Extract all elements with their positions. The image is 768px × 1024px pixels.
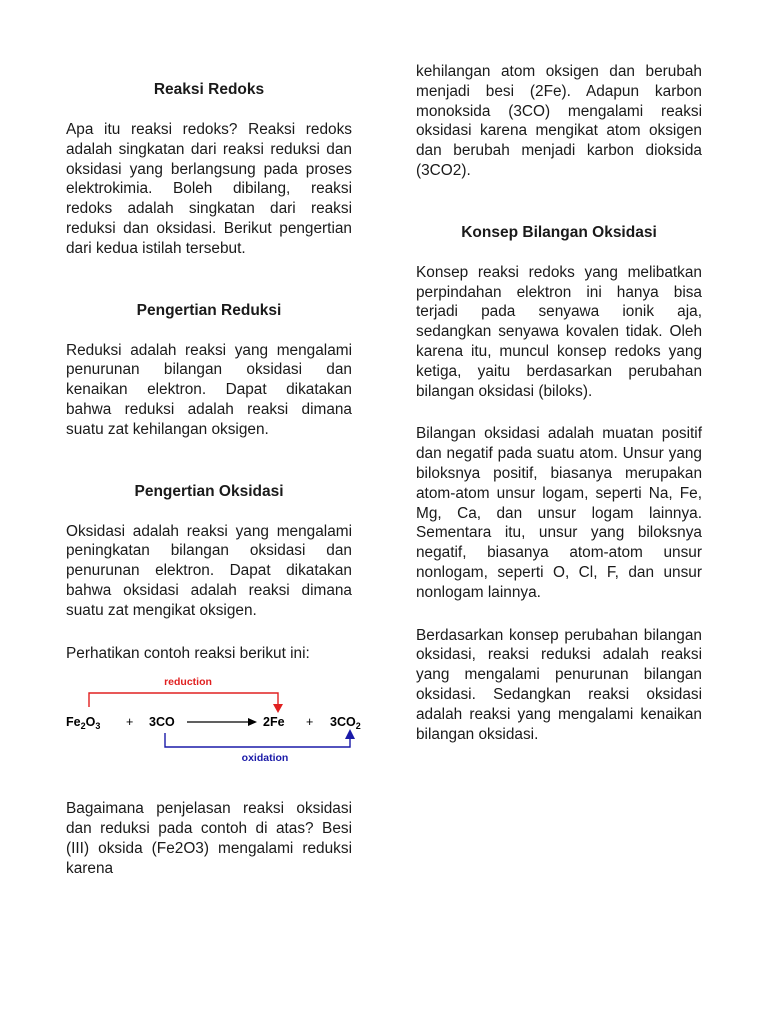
paragraph-pengertian-reduksi: Reduksi adalah reaksi yang mengalami penurunan bilangan oksidasi dan kenaikan elektron. Dapat dikatakan bahwa reduksi adalah reaksi dimana suatu zat kehilangan oksigen.	[66, 341, 352, 438]
reduction-label: reduction	[164, 676, 212, 689]
heading-pengertian-reduksi: Pengertian Reduksi	[136, 301, 282, 319]
reactant-3co: 3CO	[149, 715, 175, 730]
plus-sign-2: +	[306, 715, 314, 730]
product-3co2: $3CO_2$	[330, 715, 361, 732]
paragraph-konsep: Konsep reaksi redoks yang melibatkan perpindahan elektron ini hanya bisa terjadi pada senyawa ionik aja, sedangkan senyawa kovalen tidak. Oleh karena itu, muncul konsep redoks yang ketiga, yaitu berdasarkan perubahan bilangan oksidasi (biloks).	[416, 263, 702, 400]
paragraph-bilangan-oksidasi: Bilangan oksidasi adalah muatan positif dan negatif pada suatu atom. Unsur yang biloksnya positif, biasanya merupakan atom-atom unsur logam, seperti Na, Fe, Mg, Ca, dan unsur logam lainnya. Sementara itu, unsur yang biloksnya negatif, biasanya atom-atom unsur nonlogam, seperti O, Cl, F, dan unsur nonlogam lainnya.	[416, 425, 702, 601]
oxidation-label: oxidation	[241, 752, 289, 765]
right-column	[416, 62, 702, 744]
redox-equation-svg	[66, 671, 376, 767]
redox-equation-figure	[66, 671, 376, 767]
paragraph-berdasarkan: Berdasarkan konsep perubahan bilangan oksidasi, reaksi reduksi adalah reaksi yang mengalami penurunan bilangan oksidasi. Sedangkan reaksi oksidasi adalah reaksi yang mengalami kenaikan bilangan oksidasi.	[416, 626, 702, 743]
reduction-arrow	[89, 693, 283, 713]
oxidation-arrow	[165, 729, 355, 747]
heading-konsep-bilangan-oksidasi: Konsep Bilangan Oksidasi	[461, 223, 657, 241]
reactant-fe2o3: $Fe_2O_3$	[66, 715, 101, 732]
reaction-arrow	[187, 718, 257, 726]
heading-pengertian-oksidasi: Pengertian Oksidasi	[134, 482, 284, 500]
paragraph-contoh-reaksi: Perhatikan contoh reaksi berikut ini:	[66, 644, 310, 662]
paragraph-reaksi-redoks: Apa itu reaksi redoks? Reaksi redoks adalah singkatan dari reaksi reduksi dan oksidasi yang berlangsung pada proses elektrokimia. Boleh dibilang, reaksi redoks adalah singkatan dari reaksi reduksi dan oksidasi. Berikut pengertian dari kedua istilah tersebut.	[66, 121, 352, 257]
paragraph-pengertian-oksidasi: Oksidasi adalah reaksi yang mengalami peningkatan bilangan oksidasi dan penurunan elektron. Dapat dikatakan bahwa oksidasi adalah reaksi dimana suatu zat mengikat oksigen.	[66, 522, 352, 619]
paragraph-continuation: kehilangan atom oksigen dan berubah menjadi besi (2Fe). Adapun karbon monoksida (3CO) mengalami reaksi oksidasi karena mengikat atom oksigen dan berubah menjadi karbon dioksida (3CO2).	[416, 63, 702, 179]
heading-reaksi-redoks: Reaksi Redoks	[153, 81, 265, 98]
left-column	[66, 80, 361, 879]
product-2fe: 2Fe	[263, 715, 285, 730]
paragraph-bagaimana: Bagaimana penjelasan reaksi oksidasi dan reduksi pada contoh di atas? Besi (III) oksida (Fe2O3) mengalami reduksi karena	[66, 800, 352, 877]
plus-sign-1: +	[126, 715, 134, 730]
